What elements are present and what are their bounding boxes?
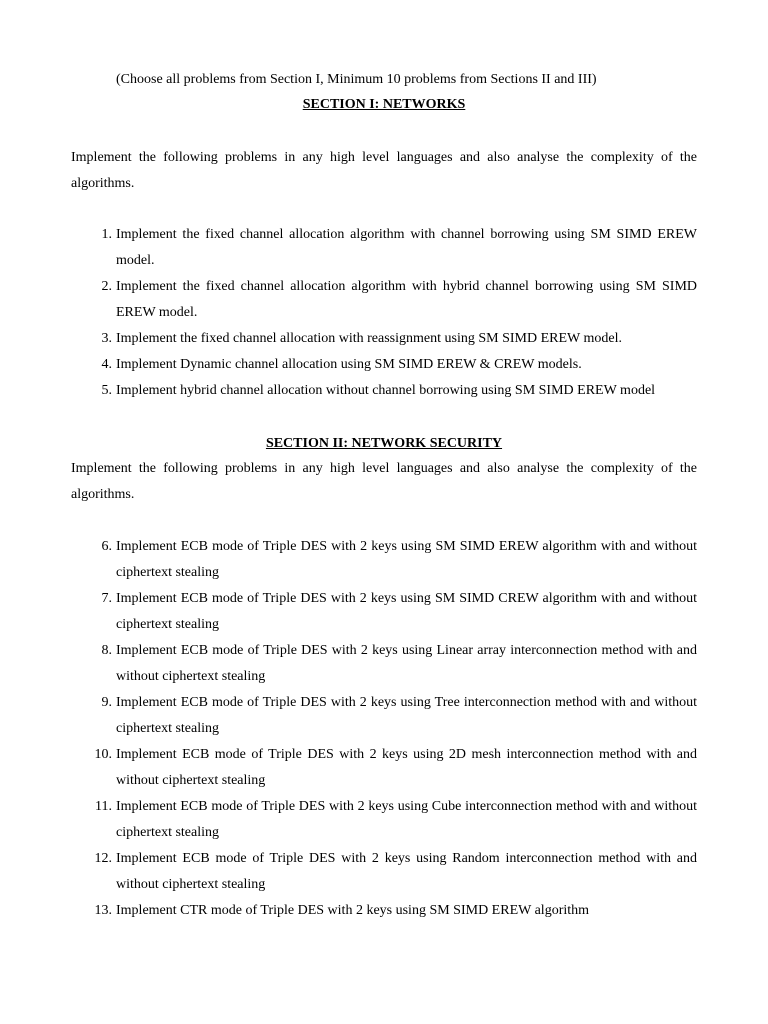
list-item-number: 4.	[101, 357, 112, 372]
list-item-number: 10.	[94, 747, 112, 762]
list-item-text: Implement ECB mode of Triple DES with 2 keys using 2D mesh interconnection method with and without ciphertext stealing	[116, 747, 697, 788]
list-item-text: Implement hybrid channel allocation without channel borrowing using SM SIMD EREW model	[116, 383, 656, 398]
section2-heading: SECTION II: NETWORK SECURITY	[265, 436, 503, 451]
list-item-number: 3.	[101, 331, 112, 346]
list-item-number: 1.	[101, 227, 112, 242]
list-item	[86, 586, 697, 638]
list-item-number: 12.	[94, 851, 112, 866]
list-item-text: Implement CTR mode of Triple DES with 2 keys using SM SIMD EREW algorithm	[116, 903, 590, 918]
list-item	[86, 794, 697, 846]
list-item-number: 13.	[94, 903, 112, 918]
list-item	[86, 222, 697, 274]
list-item-text: Implement ECB mode of Triple DES with 2 keys using SM SIMD CREW algorithm with and without ciphertext stealing	[116, 591, 697, 632]
list-item	[86, 534, 697, 586]
intro-note: (Choose all problems from Section I, Minimum 10 problems from Sections II and III)	[116, 72, 597, 87]
list-item-number: 2.	[101, 279, 112, 294]
list-item-text: Implement ECB mode of Triple DES with 2 keys using SM SIMD EREW algorithm with and without ciphertext stealing	[116, 539, 697, 580]
list-item	[86, 638, 697, 690]
list-item-number: 9.	[101, 695, 112, 710]
list-item-text: Implement ECB mode of Triple DES with 2 keys using Tree interconnection method with and without ciphertext stealing	[116, 695, 697, 736]
list-item-text: Implement ECB mode of Triple DES with 2 keys using Cube interconnection method with and without ciphertext stealing	[116, 799, 697, 840]
list-item-text: Implement ECB mode of Triple DES with 2 keys using Random interconnection method with and without ciphertext stealing	[116, 851, 697, 892]
section1-heading: SECTION I: NETWORKS	[302, 97, 466, 112]
section1-description: Implement the following problems in any high level languages and also analyse the complexity of the algorithms.	[71, 150, 697, 191]
list-item	[86, 274, 697, 326]
list-item-text: Implement the fixed channel allocation with reassignment using SM SIMD EREW model.	[116, 331, 622, 346]
list-item	[86, 742, 697, 794]
list-item-text: Implement ECB mode of Triple DES with 2 keys using Linear array interconnection method with and without ciphertext stealing	[116, 643, 697, 684]
section2-description: Implement the following problems in any high level languages and also analyse the complexity of the algorithms.	[71, 461, 697, 502]
list-item-number: 5.	[101, 383, 112, 398]
list-item-number: 7.	[101, 591, 112, 606]
list-item-text: Implement the fixed channel allocation algorithm with hybrid channel borrowing using SM SIMD EREW model.	[116, 279, 697, 320]
list-item-text: Implement Dynamic channel allocation using SM SIMD EREW & CREW models.	[116, 357, 582, 372]
list-item-text: Implement the fixed channel allocation algorithm with channel borrowing using SM SIMD EREW model.	[116, 227, 697, 268]
list-item-number: 8.	[101, 643, 112, 658]
list-item-number: 6.	[101, 539, 112, 554]
list-item	[86, 352, 697, 378]
list-item	[86, 378, 697, 404]
list-item-number: 11.	[95, 799, 112, 814]
list-item	[86, 326, 697, 352]
list-item	[86, 898, 697, 924]
list-item	[86, 846, 697, 898]
list-item	[86, 690, 697, 742]
